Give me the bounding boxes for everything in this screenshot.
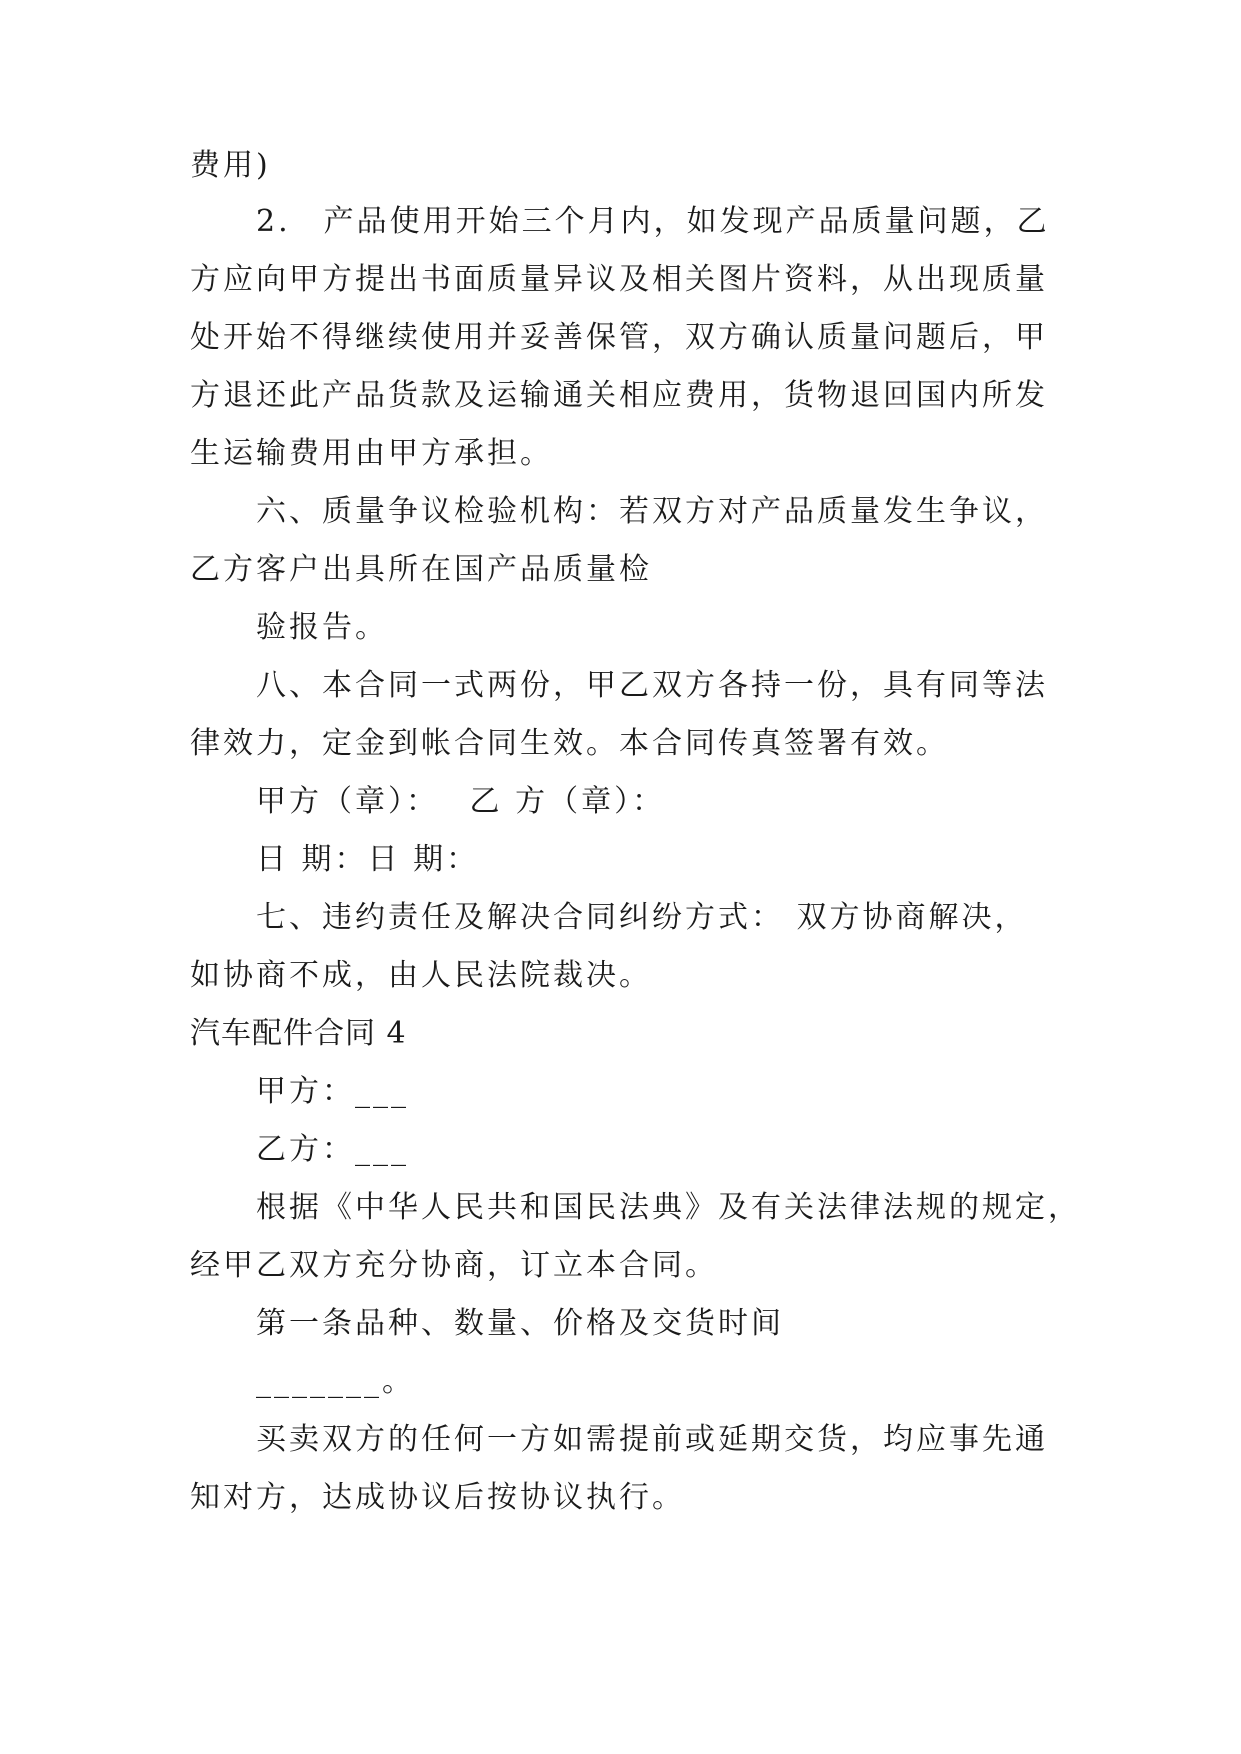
signature-line: 甲方（章）： 乙 方（章）：	[256, 784, 666, 819]
text-line: 经甲乙双方充分协商，订立本合同。	[190, 1248, 718, 1283]
text-line: 知对方，达成协议后按协议执行。	[190, 1480, 685, 1515]
article-heading: 第一条品种、数量、价格及交货时间	[256, 1306, 784, 1341]
text-line: 七、违约责任及解决合同纠纷方式： 双方协商解决，	[256, 900, 1028, 935]
blank-line: _______。	[256, 1364, 415, 1399]
text-line: 处开始不得继续使用并妥善保管，双方确认质量问题后，甲	[190, 320, 1048, 355]
date-line: 日 期：日 期：	[256, 842, 480, 877]
text-line: 乙方客户出具所在国产品质量检	[190, 552, 652, 587]
text-line: 2. 产品使用开始三个月内，如发现产品质量问题，乙	[256, 204, 1050, 239]
text-line: 八、本合同一式两份，甲乙双方各持一份，具有同等法	[256, 668, 1048, 703]
text-line: 律效力，定金到帐合同生效。本合同传真签署有效。	[190, 726, 949, 761]
text-line: 方退还此产品货款及运输通关相应费用，货物退回国内所发	[190, 378, 1048, 413]
text-line: 如协商不成，由人民法院裁决。	[190, 958, 652, 993]
text-line: 费用)	[190, 148, 271, 183]
text-line: 买卖双方的任何一方如需提前或延期交货，均应事先通	[256, 1422, 1048, 1457]
text-line: 方应向甲方提出书面质量异议及相关图片资料，从出现质量	[190, 262, 1048, 297]
text-line: 六、质量争议检验机构：若双方对产品质量发生争议，	[256, 494, 1048, 529]
party-b-line: 乙方：___	[256, 1132, 409, 1167]
section-heading: 汽车配件合同 4	[190, 1016, 407, 1051]
text-line: 验报告。	[256, 610, 388, 645]
text-line: 根据《中华人民共和国民法典》及有关法律法规的规定，	[256, 1190, 1081, 1225]
party-a-line: 甲方：___	[256, 1074, 409, 1109]
text-line: 生运输费用由甲方承担。	[190, 436, 553, 471]
